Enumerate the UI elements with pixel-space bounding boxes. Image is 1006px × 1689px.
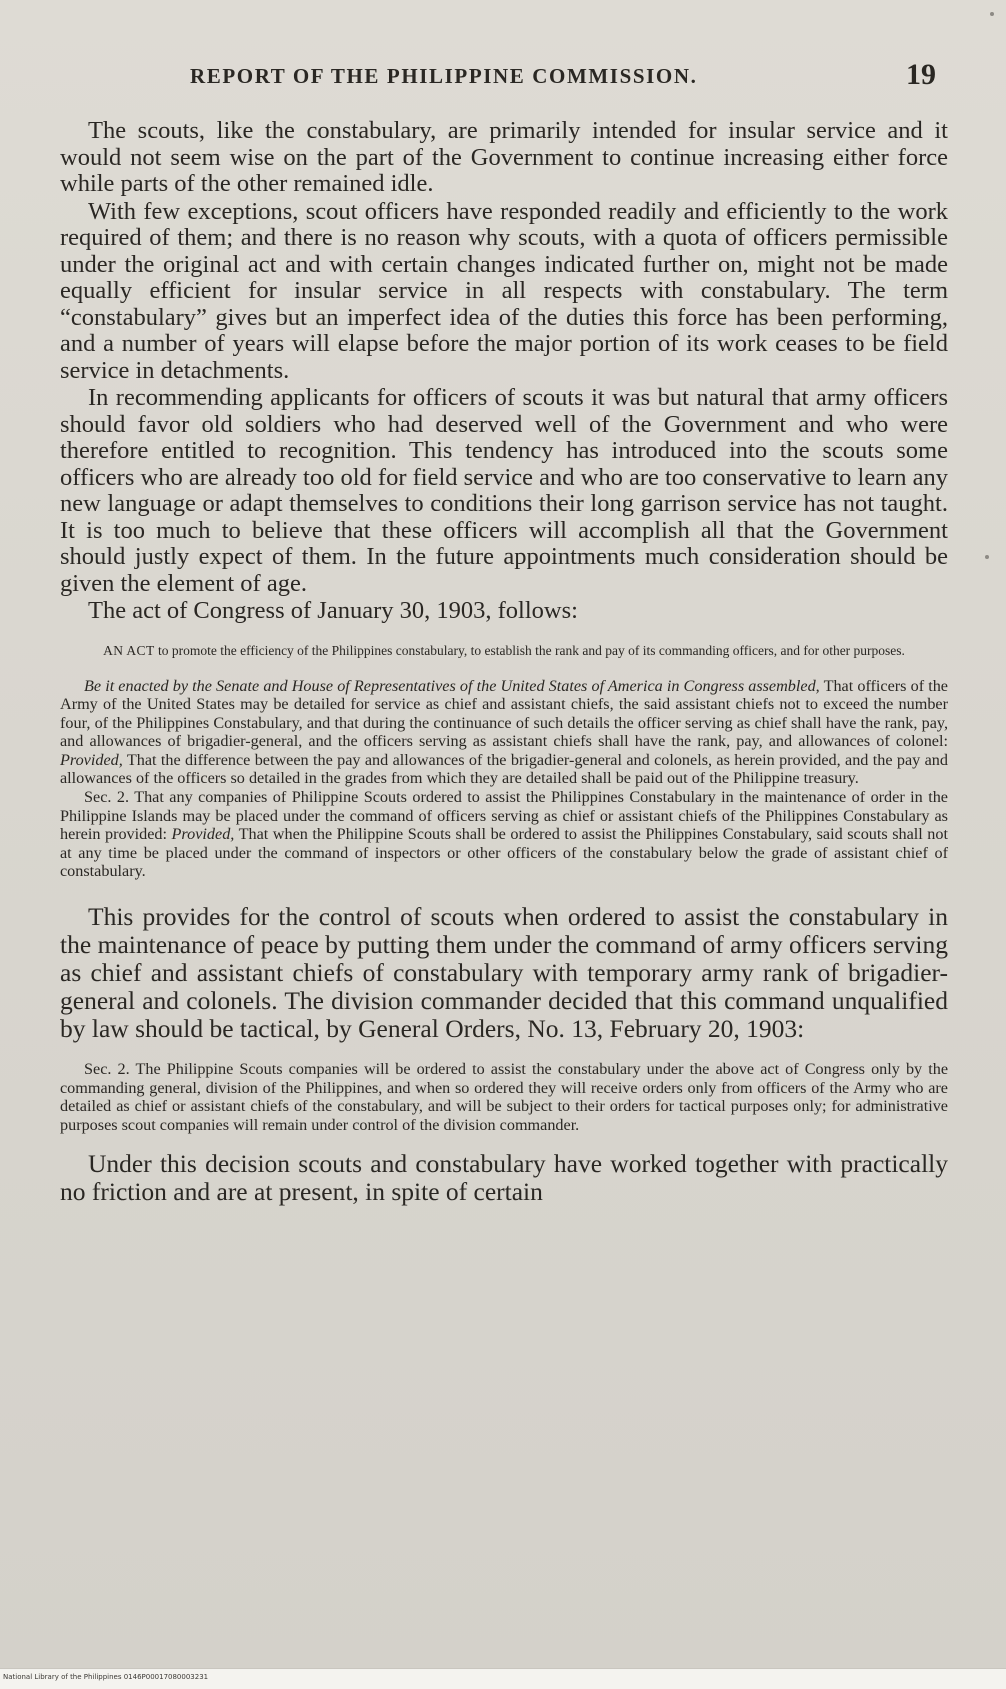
scan-speck (990, 12, 994, 16)
section-2-proviso: That when the Philippine Scouts shall be ordered to assist the Philippines Constabulary, said scouts shall not at any time be placed under the command of inspectors or other officers of the constabulary below the grade of assistant chief of constabulary. (60, 825, 948, 881)
section-1-text: That officers of the Army of the United States may be detailed for service as chief and assistant chiefs, the said assistant chiefs not to exceed the number four, of the Philippines Constabulary, and that during the continuance of such details the officer serving as chief shall have the rank, pay, and allowances of brigadier-general, and the officers serving as assistant chiefs shall have the rank, pay, and allowances of colonel: (60, 676, 948, 751)
act-title-prefix: AN ACT (103, 642, 155, 658)
section-2-provided-word: Provided, (171, 825, 235, 844)
page-header (60, 58, 948, 110)
page-number: 19 (906, 58, 936, 91)
report-body (60, 118, 948, 625)
paragraph-recommending-applicants: In recommending applicants for officers of scouts it was but natural that army officers should favor old soldiers who had deserved well of the Government and who were therefore entitled to recognition. This tendency has introduced into the scouts some officers who are already too old for field service and who are too conservative to learn any new language or adapt themselves to conditions their long garrison service has not taught. It is too much to believe that these officers will accomplish all that the Government should justly expect of them. In the future appointments much consideration should be given the element of age. (60, 384, 948, 597)
act-section-1 (60, 677, 948, 789)
paragraph-scouts-insular-service: The scouts, like the constabulary, are primarily intended for insular service and it would not seem wise on the part of the Government to continue increasing either force while parts of the other remained idle. (60, 117, 948, 197)
paragraph-scout-officers: With few exceptions, scout officers have responded readily and efficiently to the work required of them; and there is no reason why scouts, with a quota of officers permissible under the original act and with certain changes indicated further on, might not be made equally efficient for insular service in all respects with constabulary. The term “constabulary” gives but an imperfect idea of the duties this force has been performing, and a number of years will elapse before the major portion of its work ceases to be field service in detachments. (60, 197, 948, 384)
provided-word: Provided, (60, 750, 123, 769)
paragraph-act-intro: The act of Congress of January 30, 1903, follows: (88, 597, 578, 624)
paragraph-control-of-scouts: This provides for the control of scouts when ordered to assist the constabulary in the maintenance of peace by putting them under the command of army officers serving as chief and assistant chiefs of constabulary with temporary army rank of brigadier-general and colonels. The division commander decided that this command unqualified by law should be tactical, by General Orders, No. 13, February 20, 1903: (60, 902, 948, 1044)
scan-speck (985, 555, 989, 559)
general-orders-label: Sec. 2. (84, 1060, 130, 1079)
scan-footer-id: National Library of the Philippines 0146P00017080003231 (3, 1673, 209, 1681)
act-title (66, 643, 942, 659)
running-head: REPORT OF THE PHILIPPINE COMMISSION. (190, 64, 698, 88)
act-section-2 (60, 788, 948, 881)
section-2-text: That any companies of Philippine Scouts ordered to assist the Philippines Constabulary in the maintenance of order in the Philippine Islands may be placed under the command of officers serving as chief or assistant chiefs of the Philippines Constabulary as herein provided: (60, 788, 948, 844)
general-orders-text: The Philippine Scouts companies will be ordered to assist the constabulary under the above act of Congress only by the commanding general, division of the Philippines, and when so ordered they will receive orders only from officers of the Army who are detailed as chief or assistant chiefs of the constabulary, and will be subject to their orders for tactical purposes only; for administrative purposes scout companies will remain under control of the division commander. (60, 1060, 948, 1134)
paragraph-under-this-decision: Under this decision scouts and constabulary have worked together with practically no friction and are at present, in spite of certain (60, 1149, 948, 1207)
enacting-clause: Be it enacted by the Senate and House of Representatives of the United States of America in Congress assembled, (84, 676, 820, 695)
scan-footer (0, 1668, 1006, 1689)
section-1-proviso: That the difference between the pay and allowances of the brigadier-general and colonels, as herein provided, and the pay and allowances of the officers so detailed in the grades from which they are detailed shall be paid out of the Philippine treasury. (60, 750, 948, 788)
section-2-label: Sec. 2. (84, 788, 130, 807)
general-orders-section (60, 1060, 948, 1134)
act-of-congress (60, 643, 948, 882)
act-title-rest: to promote the efficiency of the Philippines constabulary, to establish the rank and pay of its commanding officers, and for other purposes. (157, 642, 905, 658)
